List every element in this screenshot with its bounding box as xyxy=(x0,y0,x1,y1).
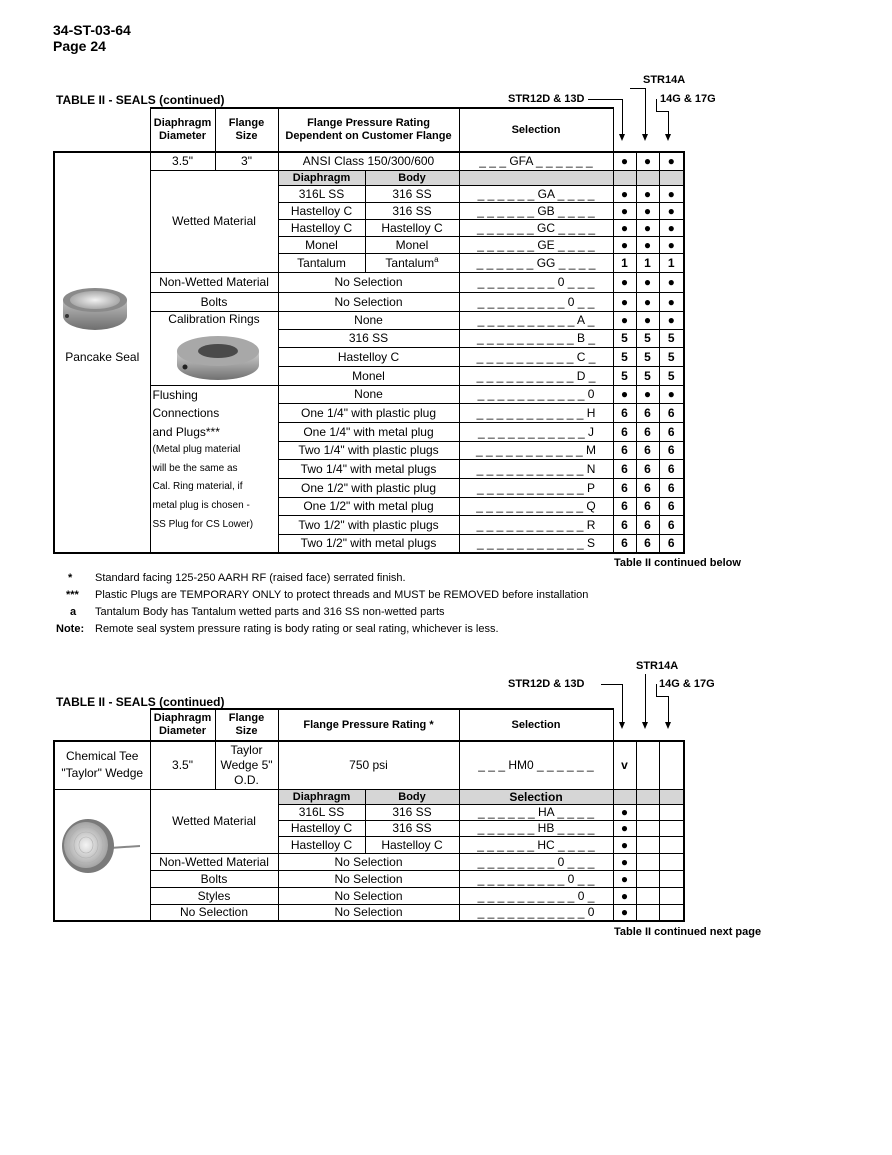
model-mark: 5 xyxy=(613,329,636,347)
wetted-body-cell xyxy=(365,253,459,272)
model-mark: 5 xyxy=(613,347,636,366)
model-mark: ● xyxy=(636,236,659,253)
model-mark: 6 xyxy=(613,422,636,441)
flushing-label-cell xyxy=(150,385,278,553)
model-mark: ● xyxy=(613,836,636,853)
model-mark: 5 xyxy=(659,347,684,366)
header-flange-size: Flange Size xyxy=(215,108,278,152)
wetted-diaphragm: 316L SS xyxy=(278,185,365,202)
cal-ring-value: Monel xyxy=(278,366,459,385)
model-mark: ● xyxy=(613,152,636,170)
selection-code: _ _ _ _ _ _ HC _ _ _ _ xyxy=(459,836,613,853)
rating-value: 750 psi xyxy=(278,741,459,789)
selection-code: _ _ _ GFA _ _ _ _ _ _ xyxy=(459,152,613,170)
wetted-diaphragm: Tantalum xyxy=(278,253,365,272)
model-mark: ● xyxy=(659,385,684,403)
styles-label: Styles xyxy=(150,887,278,904)
flushing-value: Two 1/2" with metal plugs xyxy=(278,534,459,553)
model-mark: ● xyxy=(613,202,636,219)
calibration-rings-label: Calibration Rings xyxy=(168,311,260,326)
model-mark: 6 xyxy=(636,422,659,441)
wetted-diaphragm: Hastelloy C xyxy=(278,202,365,219)
model-mark: ● xyxy=(613,820,636,836)
model-mark xyxy=(636,904,659,921)
rating-value: ANSI Class 150/300/600 xyxy=(278,152,459,170)
selection-code: _ _ _ _ _ _ _ _ _ _ _ H xyxy=(459,403,613,422)
wetted-body: Tantalum xyxy=(385,256,435,270)
flushing-label-line: Connections xyxy=(152,406,220,421)
selection-code: _ _ _ _ _ _ HA _ _ _ _ xyxy=(459,804,613,820)
seal-name-cell xyxy=(54,152,150,553)
table-continued-note: Table II continued next page xyxy=(614,926,762,938)
selection-code: _ _ _ _ _ _ _ _ _ _ B _ xyxy=(459,329,613,347)
model-mark xyxy=(636,804,659,820)
model-mark: 6 xyxy=(613,515,636,534)
model-mark: 6 xyxy=(659,459,684,478)
flushing-value: Two 1/4" with metal plugs xyxy=(278,459,459,478)
selection-code: _ _ _ _ _ _ _ _ _ _ 0 _ xyxy=(459,887,613,904)
model-label-14g: 14G & 17G xyxy=(659,678,715,690)
model-mark: 5 xyxy=(659,329,684,347)
selection-code: _ _ _ _ _ _ _ _ 0 _ _ _ xyxy=(459,272,613,292)
cal-ring-value: Hastelloy C xyxy=(278,347,459,366)
chemical-tee-image xyxy=(60,814,140,874)
wetted-body: 316 SS xyxy=(365,804,459,820)
selection-code: _ _ _ _ _ _ _ _ _ _ _ 0 xyxy=(459,385,613,403)
model-mark: 6 xyxy=(659,422,684,441)
model-mark xyxy=(659,887,684,904)
selection-code: _ _ _ _ _ _ _ _ _ _ _ R xyxy=(459,515,613,534)
model-mark xyxy=(659,904,684,921)
model-mark: ● xyxy=(659,185,684,202)
header-diaphragm-diameter: Diaphragm Diameter xyxy=(150,709,215,741)
bolts-value: No Selection xyxy=(278,870,459,887)
subheader-body: Body xyxy=(365,170,459,185)
wetted-body: 316 SS xyxy=(365,820,459,836)
model-mark xyxy=(659,853,684,870)
footnote-key: * xyxy=(68,572,73,584)
model-mark: 6 xyxy=(636,478,659,497)
document-code: 34-ST-03-64 xyxy=(53,22,131,38)
model-mark xyxy=(659,741,684,789)
model-mark: 5 xyxy=(636,329,659,347)
header-flange-pressure: Flange Pressure Rating * xyxy=(278,709,459,741)
selection-code: _ _ _ _ _ _ _ _ _ _ A _ xyxy=(459,311,613,329)
model-mark: ● xyxy=(659,311,684,329)
selection-code: _ _ _ _ _ _ _ _ 0 _ _ _ xyxy=(459,853,613,870)
model-mark: 6 xyxy=(613,478,636,497)
model-mark: ● xyxy=(613,853,636,870)
model-mark: 6 xyxy=(613,441,636,459)
bolts-label: Bolts xyxy=(150,292,278,311)
calibration-ring-image xyxy=(175,333,261,383)
flushing-value: Two 1/4" with plastic plugs xyxy=(278,441,459,459)
flange-size-value: Taylor Wedge 5" O.D. xyxy=(215,741,278,789)
flushing-label-line: SS Plug for CS Lower) xyxy=(152,518,254,530)
selection-code: _ _ _ _ _ _ GE _ _ _ _ xyxy=(459,236,613,253)
wetted-body: 316 SS xyxy=(365,185,459,202)
selection-code: _ _ _ _ _ _ _ _ _ _ C _ xyxy=(459,347,613,366)
model-label-str12d: STR12D & 13D xyxy=(508,93,585,105)
selection-code: _ _ _ _ _ _ _ _ _ _ D _ xyxy=(459,366,613,385)
diameter-value: 3.5" xyxy=(150,741,215,789)
model-mark: 6 xyxy=(659,403,684,422)
model-mark xyxy=(636,741,659,789)
model-mark: 6 xyxy=(636,441,659,459)
styles-value: No Selection xyxy=(278,887,459,904)
wetted-body: Monel xyxy=(365,236,459,253)
model-mark: ● xyxy=(613,804,636,820)
wetted-material-label: Wetted Material xyxy=(150,789,278,853)
model-mark: ● xyxy=(659,152,684,170)
model-mark: v xyxy=(613,741,636,789)
wetted-body: Hastelloy C xyxy=(365,836,459,853)
wetted-material-label: Wetted Material xyxy=(150,170,278,272)
wetted-diaphragm: Hastelloy C xyxy=(278,820,365,836)
model-mark: ● xyxy=(636,219,659,236)
subheader-diaphragm: Diaphragm xyxy=(278,789,365,804)
footnote-key: Note: xyxy=(56,623,85,635)
model-mark xyxy=(659,870,684,887)
seal-name: Pancake Seal xyxy=(65,350,140,364)
header-flange-pressure: Flange Pressure Rating Dependent on Customer Flange xyxy=(278,108,459,152)
model-mark: ● xyxy=(659,236,684,253)
header-selection: Selection xyxy=(459,108,613,152)
selection-code: _ _ _ HM0 _ _ _ _ _ _ xyxy=(459,741,613,789)
seals-table-1 xyxy=(53,107,685,554)
model-mark: 6 xyxy=(636,497,659,515)
model-mark: ● xyxy=(659,202,684,219)
model-mark: 6 xyxy=(636,534,659,553)
non-wetted-value: No Selection xyxy=(278,272,459,292)
model-mark: 6 xyxy=(659,478,684,497)
model-mark: ● xyxy=(636,311,659,329)
model-mark: 6 xyxy=(613,534,636,553)
model-mark: 1 xyxy=(613,253,636,272)
model-mark: 5 xyxy=(636,347,659,366)
header-flange-size: Flange Size xyxy=(215,709,278,741)
model-mark: 6 xyxy=(659,441,684,459)
seals-table-2 xyxy=(53,708,685,922)
selection-code: _ _ _ _ _ _ HB _ _ _ _ xyxy=(459,820,613,836)
model-mark: ● xyxy=(613,272,636,292)
model-mark: 6 xyxy=(636,515,659,534)
model-mark: ● xyxy=(636,152,659,170)
flushing-label-line: Cal. Ring material, if xyxy=(152,481,243,493)
footnotes xyxy=(56,572,756,642)
model-label-14g: 14G & 17G xyxy=(660,93,716,105)
flushing-label-line: Flushing xyxy=(152,387,198,402)
selection-code: _ _ _ _ _ _ GB _ _ _ _ xyxy=(459,202,613,219)
model-label-str14a: STR14A xyxy=(643,74,686,86)
flushing-label-line: and Plugs*** xyxy=(152,424,220,439)
seal-name: Chemical Tee "Taylor" Wedge xyxy=(54,741,150,789)
selection-code: _ _ _ _ _ _ GG _ _ _ _ xyxy=(459,253,613,272)
model-mark: ● xyxy=(613,236,636,253)
flushing-value: One 1/4" with plastic plug xyxy=(278,403,459,422)
last-option-label: No Selection xyxy=(150,904,278,921)
model-mark: 1 xyxy=(636,253,659,272)
wetted-diaphragm: Hastelloy C xyxy=(278,836,365,853)
cal-ring-value: None xyxy=(278,311,459,329)
model-mark: 6 xyxy=(659,534,684,553)
flushing-label-line: will be the same as xyxy=(152,462,238,474)
model-mark: 6 xyxy=(636,403,659,422)
model-mark: ● xyxy=(636,292,659,311)
model-mark: 5 xyxy=(613,366,636,385)
model-mark: 1 xyxy=(659,253,684,272)
flushing-value: One 1/2" with plastic plug xyxy=(278,478,459,497)
non-wetted-label: Non-Wetted Material xyxy=(150,272,278,292)
header-diaphragm-diameter: Diaphragm Diameter xyxy=(150,108,215,152)
model-mark: 6 xyxy=(659,515,684,534)
footnote-key: *** xyxy=(66,589,79,601)
model-mark: 5 xyxy=(636,366,659,385)
cal-ring-value: 316 SS xyxy=(278,329,459,347)
wetted-body: Hastelloy C xyxy=(365,219,459,236)
model-mark: 6 xyxy=(613,403,636,422)
selection-code: _ _ _ _ _ _ _ _ _ _ _ Q xyxy=(459,497,613,515)
bolts-value: No Selection xyxy=(278,292,459,311)
model-mark: ● xyxy=(613,311,636,329)
table-title: TABLE II - SEALS (continued) xyxy=(56,93,225,107)
model-mark: ● xyxy=(659,292,684,311)
pancake-seal-image xyxy=(60,286,130,334)
non-wetted-label: Non-Wetted Material xyxy=(150,853,278,870)
diameter-value: 3.5" xyxy=(150,152,215,170)
model-mark xyxy=(636,870,659,887)
model-mark: 6 xyxy=(659,497,684,515)
model-mark xyxy=(636,887,659,904)
model-mark: 6 xyxy=(613,459,636,478)
footnote-text: Plastic Plugs are TEMPORARY ONLY to protect threads and MUST be REMOVED before installation xyxy=(95,589,589,601)
bolts-label: Bolts xyxy=(150,870,278,887)
model-mark xyxy=(659,836,684,853)
model-mark: ● xyxy=(636,202,659,219)
last-option-value: No Selection xyxy=(278,904,459,921)
footnote-ref: a xyxy=(434,255,439,264)
footnote-key: a xyxy=(70,606,77,618)
page-number: Page 24 xyxy=(53,38,106,54)
table-continued-note: Table II continued below xyxy=(614,557,741,569)
wetted-diaphragm: Hastelloy C xyxy=(278,219,365,236)
flange-size-value: 3" xyxy=(215,152,278,170)
flushing-label-line: metal plug is chosen - xyxy=(152,500,250,512)
model-mark: ● xyxy=(636,185,659,202)
flushing-value: One 1/2" with metal plug xyxy=(278,497,459,515)
model-mark: ● xyxy=(613,185,636,202)
model-mark xyxy=(636,820,659,836)
selection-code: _ _ _ _ _ _ _ _ _ _ _ 0 xyxy=(459,904,613,921)
subheader-diaphragm: Diaphragm xyxy=(278,170,365,185)
subheader-body: Body xyxy=(365,789,459,804)
selection-code: _ _ _ _ _ _ _ _ _ _ _ P xyxy=(459,478,613,497)
wetted-diaphragm: Monel xyxy=(278,236,365,253)
selection-code: _ _ _ _ _ _ GA _ _ _ _ xyxy=(459,185,613,202)
model-mark: ● xyxy=(613,870,636,887)
footnote-text: Tantalum Body has Tantalum wetted parts and 316 SS non-wetted parts xyxy=(95,606,445,618)
model-mark: 5 xyxy=(659,366,684,385)
selection-code: _ _ _ _ _ _ _ _ _ 0 _ _ xyxy=(459,870,613,887)
model-label-str12d: STR12D & 13D xyxy=(508,678,585,690)
model-mark: ● xyxy=(613,385,636,403)
subheader-selection: Selection xyxy=(459,789,613,804)
table-title: TABLE II - SEALS (continued) xyxy=(56,695,225,709)
model-mark: ● xyxy=(613,904,636,921)
model-mark: ● xyxy=(659,219,684,236)
model-mark xyxy=(636,853,659,870)
flushing-value: Two 1/2" with plastic plugs xyxy=(278,515,459,534)
model-mark: ● xyxy=(659,272,684,292)
model-label-str14a: STR14A xyxy=(636,660,679,672)
model-mark: 6 xyxy=(636,459,659,478)
flushing-label-line: (Metal plug material xyxy=(152,444,241,456)
model-mark xyxy=(636,836,659,853)
selection-code: _ _ _ _ _ _ _ _ _ _ _ M xyxy=(459,441,613,459)
model-mark: ● xyxy=(636,272,659,292)
model-mark: ● xyxy=(613,887,636,904)
model-mark: ● xyxy=(613,219,636,236)
selection-code: _ _ _ _ _ _ _ _ _ _ _ N xyxy=(459,459,613,478)
wetted-body: 316 SS xyxy=(365,202,459,219)
footnote-text: Remote seal system pressure rating is body rating or seal rating, whichever is less. xyxy=(95,623,499,635)
header-selection: Selection xyxy=(459,709,613,741)
selection-code: _ _ _ _ _ _ _ _ _ _ _ J xyxy=(459,422,613,441)
footnote-text: Standard facing 125-250 AARH RF (raised face) serrated finish. xyxy=(95,572,406,584)
non-wetted-value: No Selection xyxy=(278,853,459,870)
model-mark: ● xyxy=(613,292,636,311)
selection-code: _ _ _ _ _ _ GC _ _ _ _ xyxy=(459,219,613,236)
model-mark xyxy=(659,820,684,836)
wetted-diaphragm: 316L SS xyxy=(278,804,365,820)
selection-code: _ _ _ _ _ _ _ _ _ _ _ S xyxy=(459,534,613,553)
model-mark: ● xyxy=(636,385,659,403)
flushing-value: One 1/4" with metal plug xyxy=(278,422,459,441)
flushing-value: None xyxy=(278,385,459,403)
model-mark xyxy=(659,804,684,820)
selection-code: _ _ _ _ _ _ _ _ _ 0 _ _ xyxy=(459,292,613,311)
model-mark: 6 xyxy=(613,497,636,515)
